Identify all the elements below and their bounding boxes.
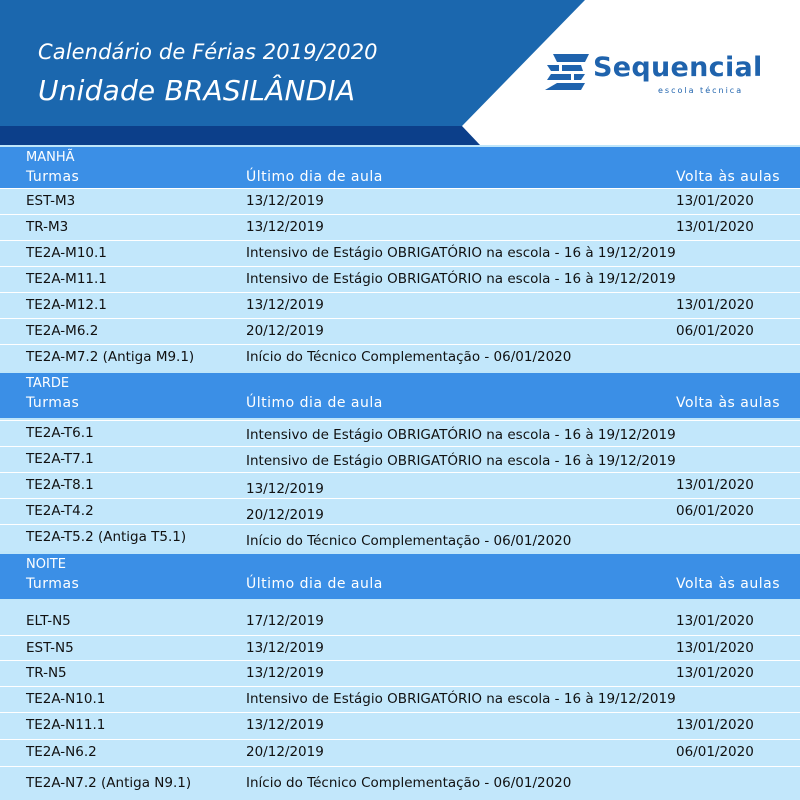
table-row [0,472,800,498]
cell-ultimo: 13/12/2019 [246,665,324,681]
header-title-line2: Unidade BRASILÂNDIA [38,74,356,107]
table-row [0,635,800,660]
column-ultimo-dia: Último dia de aula [246,576,383,592]
cell-volta: 13/01/2020 [676,193,754,209]
column-ultimo-dia: Último dia de aula [246,169,383,185]
column-volta: Volta às aulas [676,169,781,185]
cell-volta: 13/01/2020 [676,297,754,313]
cell-volta: 13/01/2020 [676,640,754,656]
table-row [0,660,800,686]
cell-ultimo: Início do Técnico Complementação - 06/01/2020 [246,349,572,365]
table-row [0,524,800,551]
header-title-line1: Calendário de Férias 2019/2020 [38,40,378,64]
cell-ultimo: 13/12/2019 [246,297,324,313]
cell-volta: 13/01/2020 [676,477,754,493]
cell-ultimo: 13/12/2019 [246,193,324,209]
cell-turma: TE2A-M11.1 [26,271,107,287]
cell-turma: ELT-N5 [26,613,71,629]
section-title: MANHÃ [26,150,75,165]
column-turmas: Turmas [26,169,80,185]
cell-volta: 13/01/2020 [676,665,754,681]
table-row [0,766,800,800]
cell-turma: EST-N5 [26,640,74,656]
cell-turma: TE2A-M12.1 [26,297,107,313]
table-row [0,292,800,318]
logo-name: Sequencial [593,52,763,83]
cell-turma: TE2A-M10.1 [26,245,107,261]
header-band [0,0,800,145]
cell-turma: TE2A-N7.2 (Antiga N9.1) [26,775,192,791]
cell-ultimo: Início do Técnico Complementação - 06/01/2020 [246,775,572,791]
cell-volta: 13/01/2020 [676,613,754,629]
section-title: NOITE [26,557,66,572]
cell-turma: TE2A-T7.1 [26,451,94,467]
table-row [0,600,800,635]
table-row [0,214,800,240]
column-volta: Volta às aulas [676,395,781,411]
table-row [0,686,800,712]
column-turmas: Turmas [26,395,80,411]
cell-ultimo: 13/12/2019 [246,219,324,235]
cell-ultimo: Intensivo de Estágio OBRIGATÓRIO na escola - 16 à 19/12/2019 [246,691,676,707]
cell-turma: TE2A-N11.1 [26,717,106,733]
cell-turma: TR-M3 [26,219,69,235]
cell-ultimo: Início do Técnico Complementação - 06/01/2020 [246,533,572,549]
cell-ultimo: Intensivo de Estágio OBRIGATÓRIO na escola - 16 à 19/12/2019 [246,271,676,287]
cell-turma: TR-N5 [26,665,67,681]
table-row [0,739,800,766]
cell-turma: TE2A-N10.1 [26,691,106,707]
table-row [0,344,800,371]
cell-volta: 06/01/2020 [676,744,754,760]
logo-mark-icon [545,52,589,92]
cell-turma: TE2A-T6.1 [26,425,94,441]
logo-tagline: escola técnica [658,86,744,95]
cell-turma: EST-M3 [26,193,76,209]
cell-volta: 13/01/2020 [676,219,754,235]
table-row [0,446,800,472]
cell-ultimo: Intensivo de Estágio OBRIGATÓRIO na escola - 16 à 19/12/2019 [246,427,676,443]
section-header-manha [0,147,800,192]
column-ultimo-dia: Último dia de aula [246,395,383,411]
column-volta: Volta às aulas [676,576,781,592]
table-row [0,188,800,214]
section-header-tarde [0,373,800,418]
section-title: TARDE [26,376,70,391]
table-row [0,498,800,524]
cell-turma: TE2A-T5.2 (Antiga T5.1) [26,529,187,545]
cell-ultimo: 20/12/2019 [246,323,324,339]
cell-ultimo: 20/12/2019 [246,507,324,523]
cell-turma: TE2A-T8.1 [26,477,94,493]
column-turmas: Turmas [26,576,80,592]
cell-ultimo: 13/12/2019 [246,481,324,497]
table-row [0,318,800,344]
cell-ultimo: 13/12/2019 [246,717,324,733]
cell-ultimo: Intensivo de Estágio OBRIGATÓRIO na escola - 16 à 19/12/2019 [246,453,676,469]
cell-turma: TE2A-M7.2 (Antiga M9.1) [26,349,195,365]
cell-volta: 13/01/2020 [676,717,754,733]
cell-ultimo: 13/12/2019 [246,640,324,656]
table-row [0,420,800,446]
sequencial-logo [545,50,763,98]
cell-ultimo: 20/12/2019 [246,744,324,760]
cell-turma: TE2A-T4.2 [26,503,94,519]
table-row [0,266,800,292]
table-row [0,240,800,266]
schedule-table [0,145,800,800]
cell-ultimo: Intensivo de Estágio OBRIGATÓRIO na escola - 16 à 19/12/2019 [246,245,676,261]
cell-volta: 06/01/2020 [676,503,754,519]
cell-ultimo: 17/12/2019 [246,613,324,629]
cell-turma: TE2A-M6.2 [26,323,99,339]
section-header-noite [0,554,800,599]
cell-turma: TE2A-N6.2 [26,744,97,760]
table-row [0,712,800,739]
cell-volta: 06/01/2020 [676,323,754,339]
